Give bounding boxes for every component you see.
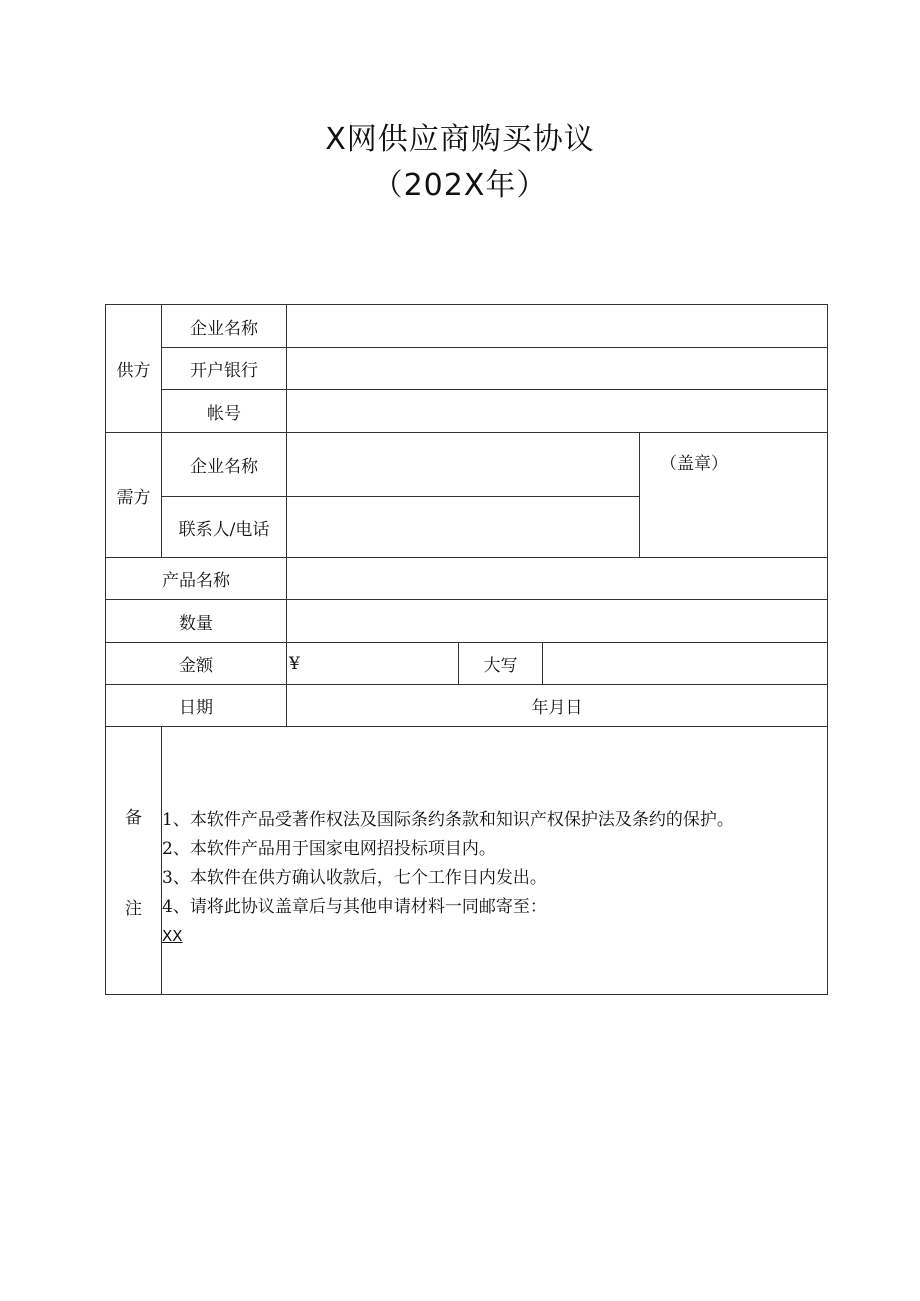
remark-line-4: 4、请将此协议盖章后与其他申请材料一同邮寄至： [162, 897, 547, 917]
date-row [106, 685, 828, 727]
quantity-label: 数量 [106, 600, 287, 643]
supplier-company-label: 企业名称 [162, 305, 287, 348]
product-name-field[interactable] [287, 558, 828, 600]
remarks-label [106, 727, 162, 995]
supplier-company-row [106, 305, 828, 348]
amount-row [106, 643, 828, 685]
product-name-label: 产品名称 [106, 558, 287, 600]
date-label: 日期 [106, 685, 287, 727]
mailing-address: XX [162, 927, 183, 945]
buyer-group-label: 需方 [106, 433, 162, 558]
remarks-content [162, 727, 828, 995]
supplier-account-field[interactable] [287, 390, 828, 433]
amount-field[interactable] [287, 643, 459, 685]
supplier-bank-label: 开户银行 [162, 348, 287, 390]
amount-label: 金额 [106, 643, 287, 685]
buyer-contact-field[interactable] [287, 497, 640, 558]
supplier-bank-field[interactable] [287, 348, 828, 390]
document-title: X网供应商购买协议 [325, 122, 595, 157]
remark-line-3: 3、本软件在供方确认收款后，七个工作日内发出。 [162, 868, 547, 888]
buyer-company-field[interactable] [287, 433, 640, 497]
date-field[interactable]: 年月日 [287, 685, 828, 727]
supplier-account-row [106, 390, 828, 433]
yen-prefix: ¥ [289, 653, 300, 674]
seal-label: （盖章） [660, 454, 728, 474]
buyer-contact-label: 联系人/电话 [162, 497, 287, 558]
uppercase-amount-field[interactable] [543, 643, 828, 685]
remarks-label-top: 备 [125, 807, 142, 828]
supplier-account-label: 帐号 [162, 390, 287, 433]
remark-line-1: 1、本软件产品受著作权法及国际条约条款和知识产权保护法及条约的保护。 [162, 810, 734, 830]
remark-line-2: 2、本软件产品用于国家电网招投标项目内。 [162, 839, 496, 859]
supplier-company-field[interactable] [287, 305, 828, 348]
agreement-form-table [105, 304, 828, 995]
quantity-field[interactable] [287, 600, 828, 643]
remarks-row [106, 727, 828, 995]
product-name-row [106, 558, 828, 600]
buyer-company-row [106, 433, 828, 497]
buyer-company-label: 企业名称 [162, 433, 287, 497]
buyer-seal-area [640, 433, 828, 558]
uppercase-amount-label: 大写 [459, 643, 543, 685]
supplier-group-label: 供方 [106, 305, 162, 433]
document-year: （202X年） [372, 168, 548, 203]
quantity-row [106, 600, 828, 643]
supplier-bank-row [106, 348, 828, 390]
remarks-label-bottom: 注 [125, 898, 142, 919]
